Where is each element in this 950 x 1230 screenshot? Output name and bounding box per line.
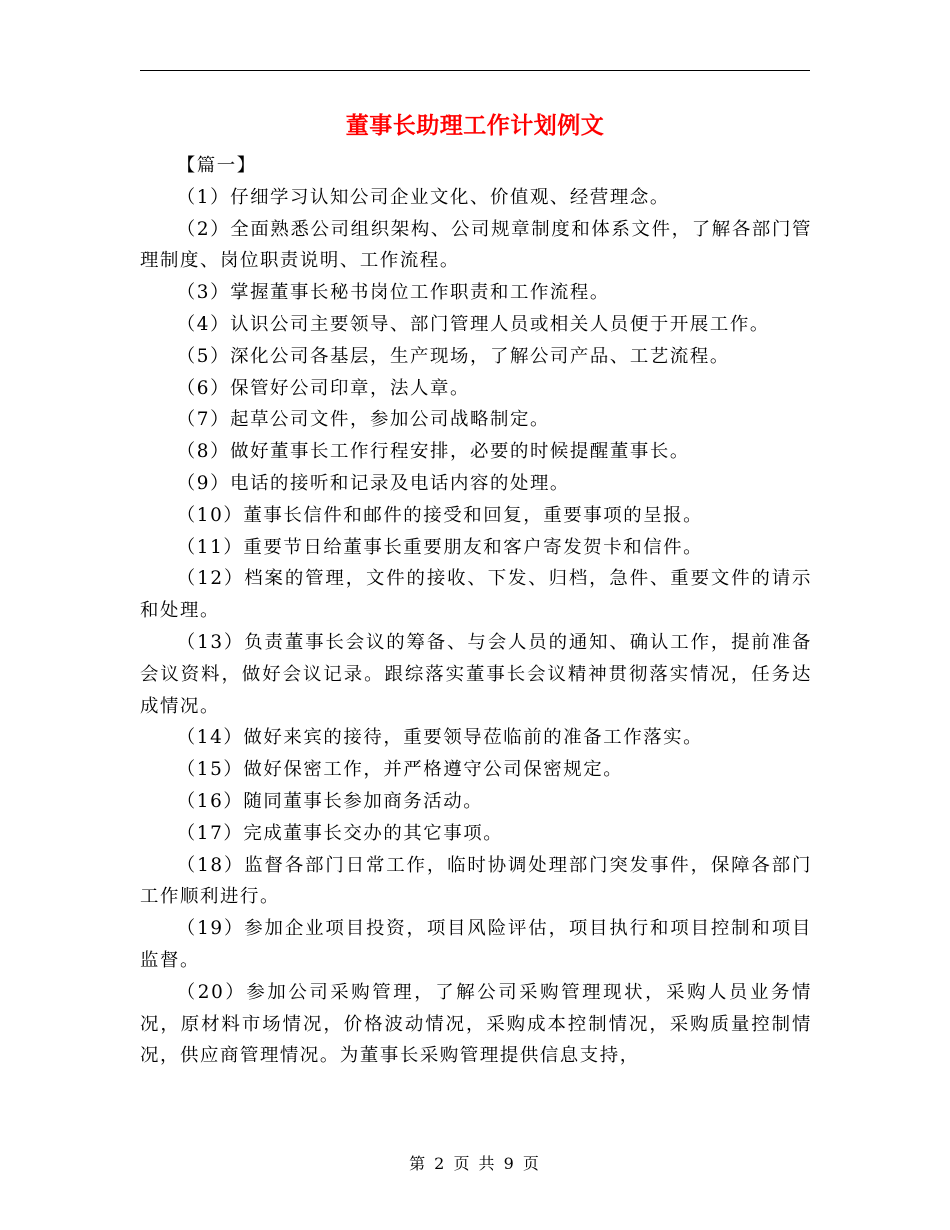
page-footer: 第 2 页 共 9 页 xyxy=(409,1154,541,1173)
paragraph-15: （15）做好保密工作，并严格遵守公司保密规定。 xyxy=(176,759,624,781)
paragraph-7: （7）起草公司文件，参加公司战略制定。 xyxy=(176,409,550,431)
document-body xyxy=(140,150,812,1072)
paragraph-18: （18）监督各部门日常工作，临时协调处理部门突发事件，保障各部门工作顺利进行。 xyxy=(140,854,812,908)
paragraph-4: （4）认识公司主要领导、部门管理人员或相关人员便于开展工作。 xyxy=(176,313,770,335)
paragraph-19: （19）参加企业项目投资，项目风险评估，项目执行和项目控制和项目监督。 xyxy=(140,918,812,971)
paragraph-20: （20）参加公司采购管理，了解公司采购管理现状，采购人员业务情况，原材料市场情况，价格波动情况，采购成本控制情况，采购质量控制情况，供应商管理情况。为董事长采购管理提供信息支持， xyxy=(140,981,812,1067)
header-rule xyxy=(140,70,810,71)
paragraph-10: （10）董事长信件和邮件的接受和回复，重要事项的呈报。 xyxy=(176,504,704,526)
paragraph-8: （8）做好董事长工作行程安排，必要的时候提醒董事长。 xyxy=(176,441,690,463)
paragraph-17: （17）完成董事长交办的其它事项。 xyxy=(176,822,504,844)
section-label: 【篇一】 xyxy=(176,155,257,176)
paragraph-5: （5）深化公司各基层，生产现场，了解公司产品、工艺流程。 xyxy=(176,345,730,367)
document-title: 董事长助理工作计划例文 xyxy=(345,112,605,139)
paragraph-1: （1）仔细学习认知公司企业文化、价值观、经营理念。 xyxy=(176,186,670,208)
paragraph-2: （2）全面熟悉公司组织架构、公司规章制度和体系文件，了解各部门管理制度、岗位职责说明、工作流程。 xyxy=(140,218,812,272)
paragraph-13: （13）负责董事长会议的筹备、与会人员的通知、确认工作，提前准备会议资料，做好会议记录。跟综落实董事长会议精神贯彻落实情况，任务达成情况。 xyxy=(140,631,812,717)
paragraph-9: （9）电话的接听和记录及电话内容的处理。 xyxy=(176,472,570,494)
paragraph-11: （11）重要节日给董事长重要朋友和客户寄发贺卡和信件。 xyxy=(176,536,704,558)
paragraph-14: （14）做好来宾的接待，重要领导莅临前的准备工作落实。 xyxy=(176,727,704,749)
paragraph-6: （6）保管好公司印章，法人章。 xyxy=(176,377,470,399)
paragraph-12: （12）档案的管理，文件的接收、下发、归档，急件、重要文件的请示和处理。 xyxy=(140,568,812,622)
paragraph-16: （16）随同董事长参加商务活动。 xyxy=(176,790,484,812)
paragraph-3: （3）掌握董事长秘书岗位工作职责和工作流程。 xyxy=(176,282,610,304)
